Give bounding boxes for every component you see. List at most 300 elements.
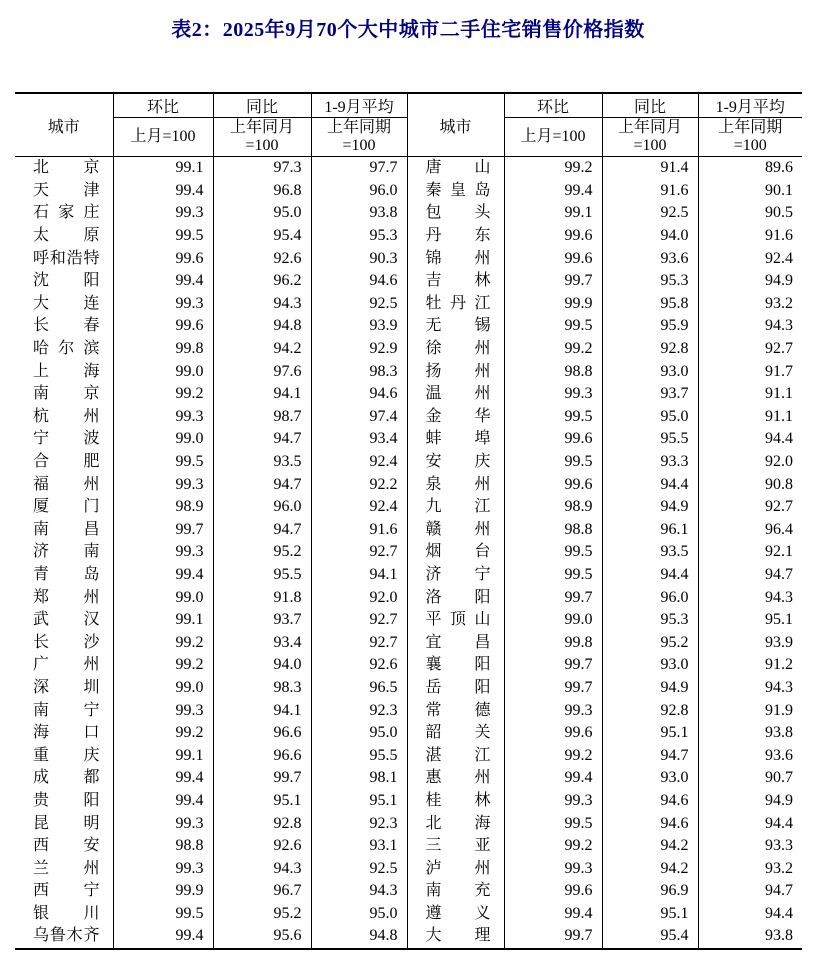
city-cell — [15, 609, 113, 632]
avg-value-cell: 92.0 — [698, 451, 802, 474]
mom-value-cell: 99.2 — [113, 654, 213, 677]
yoy-value-cell: 93.6 — [602, 247, 698, 270]
city-name: 海 口 — [33, 724, 100, 742]
mom-value-cell: 99.6 — [504, 722, 602, 745]
table-row — [15, 812, 802, 835]
yoy-value-cell: 93.5 — [602, 541, 698, 564]
city-name: 南 充 — [425, 882, 491, 900]
mom-value-cell: 99.9 — [113, 880, 213, 903]
mom-value-cell: 99.6 — [504, 428, 602, 451]
table-row — [15, 609, 802, 632]
city-cell — [407, 835, 504, 858]
mom-value-cell: 99.7 — [504, 586, 602, 609]
mom-value-cell: 99.1 — [113, 157, 213, 180]
table-row — [15, 631, 802, 654]
header-yoy-right: 同比 — [602, 93, 698, 118]
avg-value-cell: 93.8 — [311, 202, 407, 225]
mom-value-cell: 99.7 — [504, 270, 602, 293]
city-name: 天 津 — [33, 181, 100, 199]
yoy-value-cell: 93.0 — [602, 767, 698, 790]
city-name: 锦 州 — [425, 249, 491, 267]
city-name: 青 岛 — [33, 565, 100, 583]
header-city-right: 城市 — [407, 93, 504, 157]
mom-value-cell: 99.5 — [504, 451, 602, 474]
city-name: 厦 门 — [33, 498, 100, 516]
city-cell — [15, 564, 113, 587]
city-name: 沈 阳 — [33, 272, 100, 290]
yoy-value-cell: 94.9 — [602, 496, 698, 519]
table-row — [15, 767, 802, 790]
yoy-value-cell: 96.1 — [602, 519, 698, 542]
avg-value-cell: 91.6 — [311, 519, 407, 542]
yoy-value-cell: 94.1 — [213, 383, 311, 406]
avg-value-cell: 96.0 — [311, 180, 407, 203]
city-name: 牡 丹 江 — [425, 294, 491, 312]
city-cell — [15, 406, 113, 429]
city-cell — [407, 406, 504, 429]
city-name: 兰 州 — [33, 859, 100, 877]
mom-value-cell: 98.9 — [113, 496, 213, 519]
mom-value-cell: 99.2 — [504, 157, 602, 180]
mom-value-cell: 99.3 — [504, 699, 602, 722]
city-cell — [407, 270, 504, 293]
header-avg-right: 1-9月平均 — [698, 93, 802, 118]
header-yoy-base-left: 上年同月 =100 — [213, 118, 311, 157]
city-cell — [407, 767, 504, 790]
city-name: 秦 皇 岛 — [425, 181, 491, 199]
yoy-value-cell: 95.2 — [602, 631, 698, 654]
city-name: 九 江 — [425, 498, 491, 516]
avg-value-cell: 91.2 — [698, 654, 802, 677]
avg-value-cell: 93.9 — [698, 631, 802, 654]
mom-value-cell: 99.3 — [113, 406, 213, 429]
yoy-value-cell: 95.3 — [602, 609, 698, 632]
city-cell — [15, 722, 113, 745]
yoy-value-cell: 91.6 — [602, 180, 698, 203]
city-cell — [15, 383, 113, 406]
avg-value-cell: 90.3 — [311, 247, 407, 270]
mom-value-cell: 99.7 — [504, 925, 602, 949]
city-name: 泉 州 — [425, 475, 491, 493]
header-avg-left: 1-9月平均 — [311, 93, 407, 118]
yoy-value-cell: 96.2 — [213, 270, 311, 293]
city-cell — [407, 880, 504, 903]
table-row — [15, 699, 802, 722]
mom-value-cell: 99.1 — [113, 609, 213, 632]
table-row — [15, 925, 802, 949]
yoy-value-cell: 95.9 — [602, 315, 698, 338]
mom-value-cell: 99.7 — [113, 519, 213, 542]
avg-value-cell: 91.1 — [698, 383, 802, 406]
city-cell — [15, 451, 113, 474]
yoy-value-cell: 95.0 — [602, 406, 698, 429]
yoy-value-cell: 93.0 — [602, 654, 698, 677]
city-name: 丹 东 — [425, 227, 491, 245]
mom-value-cell: 99.4 — [113, 180, 213, 203]
city-name: 宜 昌 — [425, 633, 491, 651]
table-row — [15, 541, 802, 564]
city-name: 北 京 — [33, 159, 100, 177]
city-name: 宁 波 — [33, 430, 100, 448]
avg-value-cell: 92.4 — [311, 451, 407, 474]
mom-value-cell: 99.4 — [113, 925, 213, 949]
yoy-value-cell: 94.3 — [213, 293, 311, 316]
mom-value-cell: 99.6 — [113, 247, 213, 270]
table-row — [15, 586, 802, 609]
mom-value-cell: 99.6 — [504, 247, 602, 270]
city-name: 贵 阳 — [33, 791, 100, 809]
mom-value-cell: 99.5 — [504, 541, 602, 564]
city-name: 平 顶 山 — [425, 611, 491, 629]
avg-value-cell: 94.4 — [698, 812, 802, 835]
city-cell — [15, 677, 113, 700]
mom-value-cell: 99.6 — [113, 315, 213, 338]
avg-value-cell: 94.8 — [311, 925, 407, 949]
avg-value-cell: 95.1 — [311, 790, 407, 813]
city-cell — [15, 225, 113, 248]
mom-value-cell: 99.2 — [113, 722, 213, 745]
mom-value-cell: 98.8 — [113, 835, 213, 858]
city-name: 烟 台 — [425, 543, 491, 561]
city-cell — [15, 519, 113, 542]
avg-value-cell: 92.7 — [698, 496, 802, 519]
city-cell — [15, 767, 113, 790]
city-name: 呼 和 浩 特 — [33, 249, 100, 267]
header-row-1 — [15, 93, 802, 118]
city-name: 安 庆 — [425, 453, 491, 471]
city-cell — [15, 541, 113, 564]
avg-value-cell: 94.3 — [698, 315, 802, 338]
table-row — [15, 293, 802, 316]
avg-value-cell: 94.7 — [698, 880, 802, 903]
city-name: 长 沙 — [33, 633, 100, 651]
city-cell — [15, 315, 113, 338]
city-cell — [407, 699, 504, 722]
avg-value-cell: 89.6 — [698, 157, 802, 180]
city-cell — [407, 202, 504, 225]
mom-value-cell: 99.0 — [113, 677, 213, 700]
city-cell — [15, 790, 113, 813]
avg-value-cell: 94.6 — [311, 270, 407, 293]
city-name: 福 州 — [33, 475, 100, 493]
yoy-value-cell: 92.6 — [213, 835, 311, 858]
yoy-value-cell: 95.3 — [602, 270, 698, 293]
mom-value-cell: 99.3 — [504, 790, 602, 813]
avg-value-cell: 92.9 — [311, 338, 407, 361]
yoy-value-cell: 95.1 — [602, 903, 698, 926]
city-cell — [407, 180, 504, 203]
table-row — [15, 496, 802, 519]
yoy-value-cell: 94.2 — [602, 835, 698, 858]
avg-value-cell: 93.9 — [311, 315, 407, 338]
avg-value-cell: 92.5 — [311, 293, 407, 316]
yoy-value-cell: 92.6 — [213, 247, 311, 270]
mom-value-cell: 99.4 — [113, 767, 213, 790]
city-name: 北 海 — [425, 814, 491, 832]
city-name: 金 华 — [425, 407, 491, 425]
city-name: 郑 州 — [33, 588, 100, 606]
table-row — [15, 473, 802, 496]
yoy-value-cell: 93.5 — [213, 451, 311, 474]
city-name: 赣 州 — [425, 520, 491, 538]
city-cell — [15, 360, 113, 383]
mom-value-cell: 99.1 — [504, 202, 602, 225]
avg-value-cell: 92.7 — [311, 541, 407, 564]
avg-value-cell: 93.1 — [311, 835, 407, 858]
city-name: 济 宁 — [425, 565, 491, 583]
city-cell — [15, 428, 113, 451]
table-row — [15, 677, 802, 700]
city-cell — [407, 496, 504, 519]
mom-value-cell: 99.3 — [504, 383, 602, 406]
city-name: 唐 山 — [425, 159, 491, 177]
header-mom-base-left: 上月=100 — [113, 118, 213, 157]
city-name: 西 宁 — [33, 882, 100, 900]
table-row — [15, 519, 802, 542]
yoy-value-cell: 96.0 — [213, 496, 311, 519]
city-cell — [407, 473, 504, 496]
avg-value-cell: 94.7 — [698, 564, 802, 587]
avg-value-cell: 97.7 — [311, 157, 407, 180]
table-row — [15, 428, 802, 451]
mom-value-cell: 99.4 — [504, 767, 602, 790]
city-name: 哈 尔 滨 — [33, 340, 100, 358]
avg-value-cell: 93.8 — [698, 722, 802, 745]
mom-value-cell: 99.9 — [504, 293, 602, 316]
city-cell — [15, 157, 113, 180]
avg-value-cell: 94.9 — [698, 270, 802, 293]
city-cell — [407, 609, 504, 632]
mom-value-cell: 98.8 — [504, 519, 602, 542]
city-name: 长 春 — [33, 317, 100, 335]
city-cell — [407, 586, 504, 609]
city-cell — [407, 315, 504, 338]
mom-value-cell: 99.5 — [504, 812, 602, 835]
mom-value-cell: 99.5 — [113, 225, 213, 248]
city-cell — [407, 903, 504, 926]
avg-value-cell: 92.4 — [698, 247, 802, 270]
yoy-value-cell: 94.2 — [213, 338, 311, 361]
mom-value-cell: 99.7 — [504, 654, 602, 677]
yoy-value-cell: 99.7 — [213, 767, 311, 790]
mom-value-cell: 99.3 — [113, 541, 213, 564]
table-row — [15, 202, 802, 225]
mom-value-cell: 99.2 — [504, 338, 602, 361]
city-name: 南 宁 — [33, 701, 100, 719]
mom-value-cell: 99.8 — [113, 338, 213, 361]
yoy-value-cell: 94.7 — [213, 473, 311, 496]
yoy-value-cell: 93.4 — [213, 631, 311, 654]
city-cell — [15, 835, 113, 858]
mom-value-cell: 98.8 — [504, 360, 602, 383]
city-name: 南 京 — [33, 385, 100, 403]
yoy-value-cell: 96.6 — [213, 722, 311, 745]
city-name: 徐 州 — [425, 340, 491, 358]
avg-value-cell: 92.7 — [311, 609, 407, 632]
avg-value-cell: 94.1 — [311, 564, 407, 587]
yoy-value-cell: 94.3 — [213, 857, 311, 880]
avg-value-cell: 92.3 — [311, 699, 407, 722]
city-cell — [407, 857, 504, 880]
yoy-value-cell: 96.8 — [213, 180, 311, 203]
header-avg-base-right: 上年同期 =100 — [698, 118, 802, 157]
city-name: 湛 江 — [425, 746, 491, 764]
city-name: 遵 义 — [425, 904, 491, 922]
table-row — [15, 835, 802, 858]
city-name: 西 安 — [33, 837, 100, 855]
table-row — [15, 857, 802, 880]
avg-value-cell: 94.3 — [698, 677, 802, 700]
yoy-value-cell: 94.1 — [213, 699, 311, 722]
mom-value-cell: 99.2 — [113, 383, 213, 406]
city-cell — [15, 744, 113, 767]
avg-value-cell: 92.3 — [311, 812, 407, 835]
city-cell — [407, 677, 504, 700]
city-cell — [407, 631, 504, 654]
avg-value-cell: 94.4 — [698, 428, 802, 451]
table-row — [15, 180, 802, 203]
city-cell — [407, 293, 504, 316]
yoy-value-cell: 95.8 — [602, 293, 698, 316]
mom-value-cell: 99.5 — [113, 903, 213, 926]
city-cell — [407, 225, 504, 248]
avg-value-cell: 92.2 — [311, 473, 407, 496]
yoy-value-cell: 93.7 — [602, 383, 698, 406]
avg-value-cell: 95.5 — [311, 744, 407, 767]
city-cell — [15, 857, 113, 880]
table-row — [15, 225, 802, 248]
yoy-value-cell: 94.0 — [602, 225, 698, 248]
city-cell — [15, 631, 113, 654]
header-yoy-left: 同比 — [213, 93, 311, 118]
avg-value-cell: 90.7 — [698, 767, 802, 790]
table-row — [15, 406, 802, 429]
yoy-value-cell: 93.7 — [213, 609, 311, 632]
city-cell — [15, 586, 113, 609]
yoy-value-cell: 94.7 — [213, 428, 311, 451]
table-row — [15, 790, 802, 813]
avg-value-cell: 94.4 — [698, 903, 802, 926]
city-cell — [15, 699, 113, 722]
city-cell — [15, 880, 113, 903]
city-cell — [15, 180, 113, 203]
yoy-value-cell: 98.7 — [213, 406, 311, 429]
city-name: 惠 州 — [425, 769, 491, 787]
city-cell — [15, 925, 113, 949]
city-name: 昆 明 — [33, 814, 100, 832]
price-index-table — [15, 92, 802, 950]
yoy-value-cell: 94.4 — [602, 473, 698, 496]
avg-value-cell: 92.6 — [311, 654, 407, 677]
mom-value-cell: 99.5 — [504, 315, 602, 338]
header-yoy-base-right: 上年同月 =100 — [602, 118, 698, 157]
yoy-value-cell: 92.8 — [602, 338, 698, 361]
avg-value-cell: 92.7 — [311, 631, 407, 654]
city-cell — [407, 338, 504, 361]
city-cell — [15, 247, 113, 270]
mom-value-cell: 99.5 — [113, 451, 213, 474]
yoy-value-cell: 95.1 — [602, 722, 698, 745]
mom-value-cell: 99.7 — [504, 677, 602, 700]
avg-value-cell: 90.8 — [698, 473, 802, 496]
yoy-value-cell: 95.5 — [602, 428, 698, 451]
mom-value-cell: 99.6 — [504, 225, 602, 248]
avg-value-cell: 92.5 — [311, 857, 407, 880]
avg-value-cell: 93.2 — [698, 293, 802, 316]
city-name: 杭 州 — [33, 407, 100, 425]
avg-value-cell: 96.5 — [311, 677, 407, 700]
mom-value-cell: 99.1 — [113, 744, 213, 767]
city-name: 上 海 — [33, 362, 100, 380]
avg-value-cell: 92.4 — [311, 496, 407, 519]
table-row — [15, 564, 802, 587]
table-header — [15, 93, 802, 157]
city-name: 岳 阳 — [425, 678, 491, 696]
city-name: 太 原 — [33, 227, 100, 245]
table-row — [15, 654, 802, 677]
city-cell — [15, 293, 113, 316]
city-name: 深 圳 — [33, 678, 100, 696]
header-mom-right: 环比 — [504, 93, 602, 118]
city-name: 济 南 — [33, 543, 100, 561]
city-name: 成 都 — [33, 769, 100, 787]
city-name: 合 肥 — [33, 453, 100, 471]
yoy-value-cell: 98.3 — [213, 677, 311, 700]
city-cell — [407, 564, 504, 587]
avg-value-cell: 96.4 — [698, 519, 802, 542]
table-row — [15, 338, 802, 361]
mom-value-cell: 99.6 — [504, 473, 602, 496]
mom-value-cell: 99.4 — [113, 270, 213, 293]
yoy-value-cell: 94.8 — [213, 315, 311, 338]
city-cell — [407, 383, 504, 406]
yoy-value-cell: 92.8 — [602, 699, 698, 722]
city-cell — [407, 925, 504, 949]
table-row — [15, 360, 802, 383]
city-cell — [15, 202, 113, 225]
yoy-value-cell: 95.6 — [213, 925, 311, 949]
city-name: 泸 州 — [425, 859, 491, 877]
avg-value-cell: 94.3 — [698, 586, 802, 609]
avg-value-cell: 95.0 — [311, 903, 407, 926]
mom-value-cell: 99.4 — [113, 790, 213, 813]
yoy-value-cell: 94.6 — [602, 790, 698, 813]
yoy-value-cell: 95.4 — [213, 225, 311, 248]
mom-value-cell: 99.2 — [504, 835, 602, 858]
avg-value-cell: 91.7 — [698, 360, 802, 383]
avg-value-cell: 97.4 — [311, 406, 407, 429]
city-name: 无 锡 — [425, 317, 491, 335]
yoy-value-cell: 97.3 — [213, 157, 311, 180]
city-cell — [15, 473, 113, 496]
table-row — [15, 722, 802, 745]
yoy-value-cell: 94.7 — [602, 744, 698, 767]
mom-value-cell: 99.0 — [113, 428, 213, 451]
city-cell — [407, 812, 504, 835]
avg-value-cell: 93.2 — [698, 857, 802, 880]
mom-value-cell: 99.0 — [113, 586, 213, 609]
avg-value-cell: 90.1 — [698, 180, 802, 203]
mom-value-cell: 99.3 — [113, 699, 213, 722]
city-cell — [407, 247, 504, 270]
mom-value-cell: 99.4 — [504, 180, 602, 203]
city-name: 南 昌 — [33, 520, 100, 538]
city-cell — [15, 270, 113, 293]
mom-value-cell: 99.3 — [504, 857, 602, 880]
avg-value-cell: 95.1 — [698, 609, 802, 632]
table-row — [15, 270, 802, 293]
mom-value-cell: 98.9 — [504, 496, 602, 519]
